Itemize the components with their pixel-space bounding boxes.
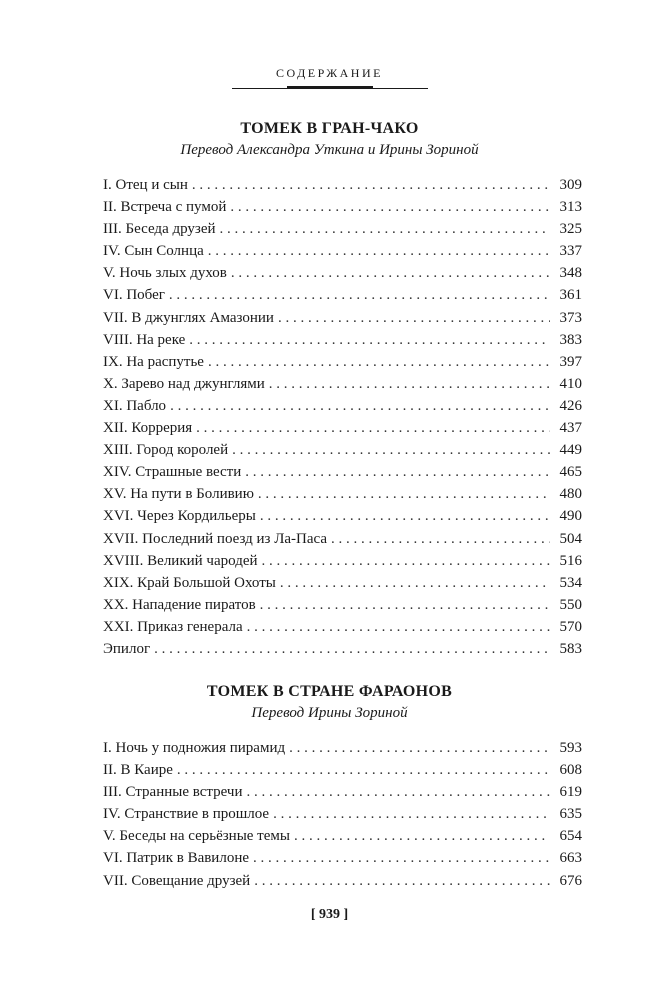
toc-entry-page: 635 xyxy=(559,806,582,823)
toc-entry xyxy=(103,174,582,196)
dot-leader xyxy=(189,329,550,351)
dot-leader xyxy=(196,417,550,439)
toc-entry-title: IV. Сын Солнца xyxy=(103,243,204,260)
toc-entry-title: I. Отец и сын xyxy=(103,177,188,193)
page-number: [ 939 ] xyxy=(310,907,349,922)
toc-list xyxy=(103,174,582,660)
dot-leader xyxy=(278,307,550,329)
toc-list xyxy=(103,737,582,892)
toc-entry-page: 504 xyxy=(559,530,582,547)
toc-entry xyxy=(103,870,582,892)
toc-entry-title: VIII. На реке xyxy=(103,331,186,348)
toc-entry-title: VII. В джунглях Амазонии xyxy=(103,309,274,326)
toc-entry xyxy=(103,483,582,505)
dot-leader xyxy=(232,439,550,461)
toc-entry-page: 619 xyxy=(559,784,582,801)
toc-entry xyxy=(103,461,582,483)
dot-leader xyxy=(247,616,550,638)
toc-entry-title: XIX. Край Большой Охоты xyxy=(103,574,276,591)
dot-leader xyxy=(262,550,550,572)
toc-entry-title: III. Беседа друзей xyxy=(103,221,216,238)
dot-leader xyxy=(260,594,550,616)
toc-entry-title: VI. Патрик в Вавилоне xyxy=(103,850,250,867)
toc-entry-page: 550 xyxy=(559,596,582,613)
toc-entry xyxy=(103,616,582,638)
toc-entry-title: IX. На распутье xyxy=(103,353,204,370)
dot-leader xyxy=(280,572,550,594)
dot-leader xyxy=(154,638,550,660)
toc-entry-page: 465 xyxy=(559,464,582,481)
header-rule-accent xyxy=(287,86,373,89)
toc-entry xyxy=(103,505,582,527)
toc-entry-page: 309 xyxy=(559,177,582,193)
toc-entry-page: 676 xyxy=(559,872,582,889)
toc-entry-page: 383 xyxy=(559,331,582,348)
toc-entry xyxy=(103,395,582,417)
toc-entry-page: 663 xyxy=(559,850,582,867)
toc-entry xyxy=(103,240,582,262)
toc-entry xyxy=(103,759,582,781)
toc-entry-page: 583 xyxy=(559,640,582,657)
toc-entry-title: XVIII. Великий чародей xyxy=(103,552,258,569)
toc-entry-title: XII. Коррерия xyxy=(103,420,193,437)
section-translator: Перевод Ирины Зориной xyxy=(251,705,408,721)
dot-leader xyxy=(245,461,550,483)
toc-entry-page: 654 xyxy=(559,828,582,845)
toc-entry xyxy=(103,528,582,550)
dot-leader xyxy=(269,373,550,395)
toc-entry xyxy=(103,594,582,616)
dot-leader xyxy=(246,781,550,803)
toc-entry xyxy=(103,218,582,240)
toc-entry-page: 449 xyxy=(559,442,582,459)
dot-leader xyxy=(273,803,550,825)
toc-entry-page: 608 xyxy=(559,762,582,779)
toc-entry-title: III. Странные встречи xyxy=(103,784,243,801)
toc-entry-page: 361 xyxy=(559,287,582,304)
toc-entry-page: 593 xyxy=(559,740,582,756)
toc-entry-title: XX. Нападение пиратов xyxy=(103,596,256,613)
toc-entry xyxy=(103,781,582,803)
toc-entry-page: 337 xyxy=(559,243,582,260)
toc-entry-page: 426 xyxy=(559,397,582,414)
toc-entry xyxy=(103,825,582,847)
dot-leader xyxy=(177,759,550,781)
dot-leader xyxy=(230,196,550,218)
toc-entry xyxy=(103,550,582,572)
toc-entry xyxy=(103,329,582,351)
toc-entry-title: XI. Пабло xyxy=(103,397,167,414)
dot-leader xyxy=(169,284,550,306)
toc-entry-title: XVI. Через Кордильеры xyxy=(103,508,256,525)
dot-leader xyxy=(231,262,550,284)
section-title: ТОМЕК В СТРАНЕ ФАРАОНОВ xyxy=(206,683,453,700)
toc-entry xyxy=(103,284,582,306)
toc-entry-page: 534 xyxy=(559,574,582,591)
toc-entry-title: XVII. Последний поезд из Ла-Паса xyxy=(103,530,328,547)
toc-entry-page: 397 xyxy=(559,353,582,370)
toc-entry-title: XIV. Страшные вести xyxy=(103,464,242,481)
toc-entry-title: V. Беседы на серьёзные темы xyxy=(103,828,290,845)
toc-entry-title: XIII. Город королей xyxy=(103,442,229,459)
toc-entry-title: II. Встреча с пумой xyxy=(103,199,227,216)
toc-entry xyxy=(103,351,582,373)
dot-leader xyxy=(260,505,550,527)
toc-entry-page: 348 xyxy=(559,265,582,282)
toc-entry xyxy=(103,572,582,594)
toc-entry-title: I. Ночь у подножия пирамид xyxy=(103,740,286,756)
toc-entry-title: IV. Странствие в прошлое xyxy=(103,806,270,823)
toc-entry-title: XXI. Приказ генерала xyxy=(103,618,243,635)
toc-entry-page: 313 xyxy=(559,199,582,216)
dot-leader xyxy=(254,870,550,892)
section-title: ТОМЕК В ГРАН-ЧАКО xyxy=(240,120,419,137)
dot-leader xyxy=(220,218,550,240)
toc-entry-title: X. Зарево над джунглями xyxy=(103,375,265,392)
toc-entry-page: 516 xyxy=(559,552,582,569)
toc-entry-page: 480 xyxy=(559,486,582,503)
dot-leader xyxy=(208,351,550,373)
toc-entry xyxy=(103,737,582,759)
dot-leader xyxy=(258,483,550,505)
dot-leader xyxy=(289,737,550,759)
toc-entry-page: 437 xyxy=(559,420,582,437)
running-header: СОДЕРЖАНИЕ xyxy=(276,66,383,80)
toc-entry-page: 373 xyxy=(559,309,582,326)
dot-leader xyxy=(331,528,550,550)
toc-entry-title: Эпилог xyxy=(103,640,151,657)
dot-leader xyxy=(170,395,550,417)
toc-entry xyxy=(103,373,582,395)
dot-leader xyxy=(294,825,550,847)
section-translator: Перевод Александра Уткина и Ирины Зориной xyxy=(180,142,479,158)
dot-leader xyxy=(253,847,550,869)
toc-entry xyxy=(103,262,582,284)
toc-entry-title: XV. На пути в Боливию xyxy=(103,486,254,503)
toc-entry-title: VII. Совещание друзей xyxy=(103,872,251,889)
dot-leader xyxy=(192,174,550,196)
toc-entry xyxy=(103,196,582,218)
toc-entry-page: 410 xyxy=(559,375,582,392)
toc-entry xyxy=(103,307,582,329)
toc-entry-page: 570 xyxy=(559,618,582,635)
toc-entry xyxy=(103,439,582,461)
toc-entry-title: II. В Каире xyxy=(103,762,173,779)
toc-entry-title: V. Ночь злых духов xyxy=(103,265,227,282)
toc-entry xyxy=(103,803,582,825)
toc-entry-page: 325 xyxy=(559,221,582,238)
toc-entry xyxy=(103,417,582,439)
dot-leader xyxy=(208,240,550,262)
toc-entry xyxy=(103,638,582,660)
toc-entry xyxy=(103,847,582,869)
toc-entry-title: VI. Побег xyxy=(103,287,165,304)
toc-entry-page: 490 xyxy=(559,508,582,525)
